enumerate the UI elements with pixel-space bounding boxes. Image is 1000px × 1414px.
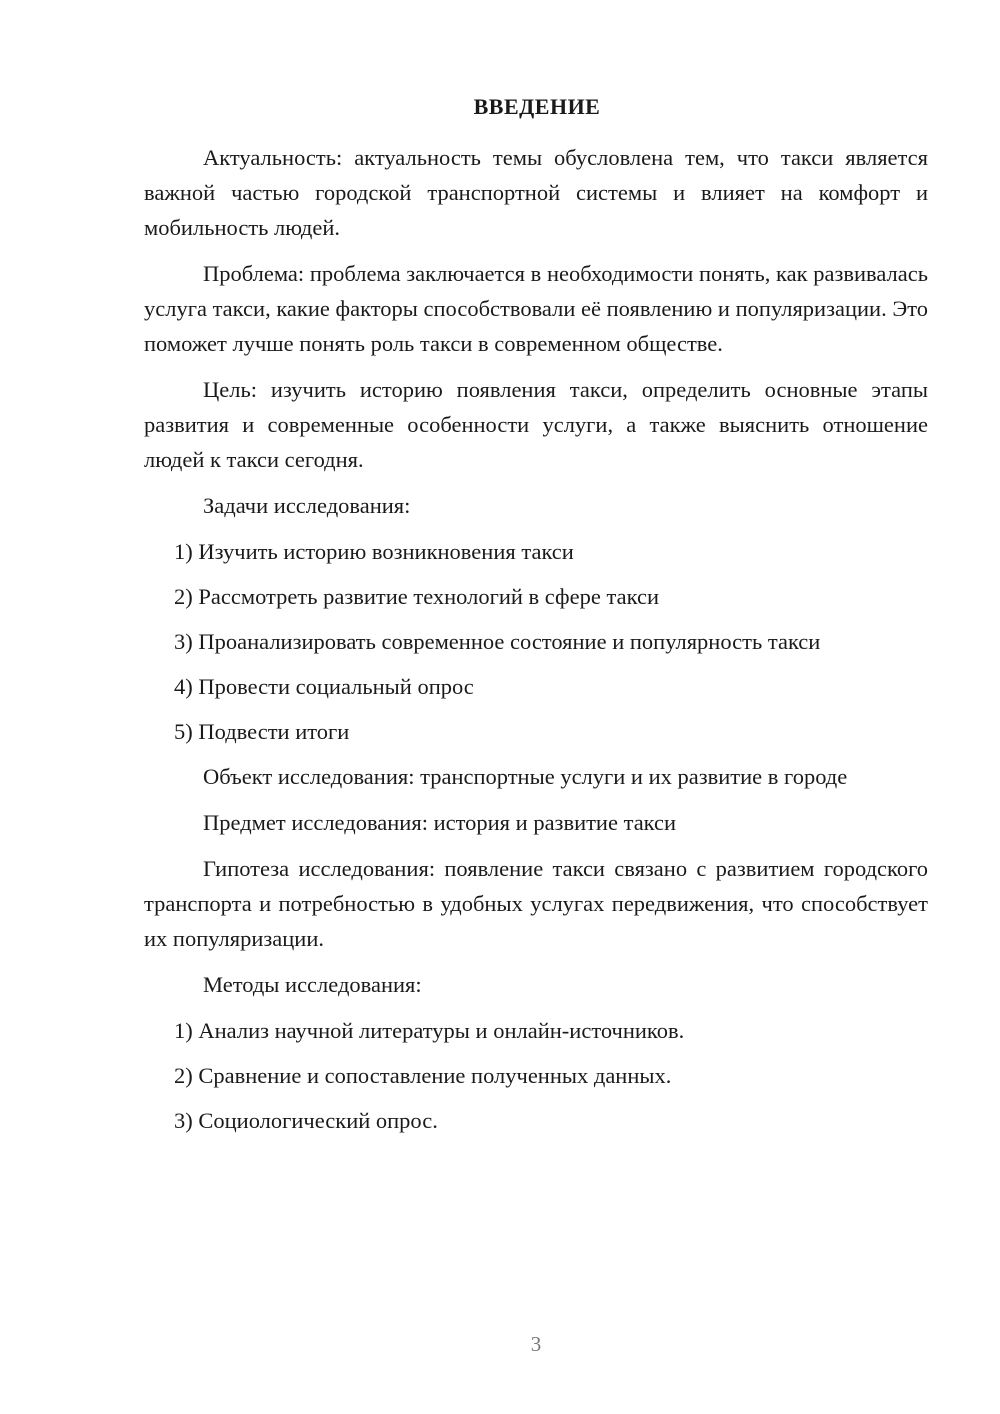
tasks-heading: Задачи исследования:: [203, 493, 411, 518]
list-item-method: 1) Анализ научной литературы и онлайн-источников.: [174, 1018, 685, 1043]
paragraph-relevance: Актуальность: актуальность темы обусловлена тем, что такси является важной частью городской транспортной системы и влияет на комфорт и мобильность людей.: [144, 145, 928, 240]
methods-heading: Методы исследования:: [203, 972, 422, 997]
list-item-method: 3) Социологический опрос.: [174, 1108, 438, 1133]
list-item-task: 2) Рассмотреть развитие технологий в сфере такси: [174, 584, 659, 609]
paragraph-goal: Цель: изучить историю появления такси, определить основные этапы развития и современные особенности услуги, а также выяснить отношение людей к такси сегодня.: [144, 377, 928, 472]
list-item-task: 4) Провести социальный опрос: [174, 674, 474, 699]
list-item-task: 3) Проанализировать современное состояние и популярность такси: [174, 629, 821, 654]
list-item-task: 1) Изучить историю возникновения такси: [174, 539, 574, 564]
page-number: 3: [530, 1332, 542, 1356]
body-text: [144, 140, 928, 1148]
paragraph-problem: Проблема: проблема заключается в необходимости понять, как развивалась услуга такси, какие факторы способствовали её появлению и популяризации. Это поможет лучше понять роль такси в современном обществе.: [144, 261, 928, 356]
list-item-method: 2) Сравнение и сопоставление полученных данных.: [174, 1063, 672, 1088]
section-heading: ВВЕДЕНИЕ: [473, 94, 601, 119]
paragraph-object: Объект исследования: транспортные услуги и их развитие в городе: [203, 764, 848, 789]
paragraph-hypothesis: Гипотеза исследования: появление такси связано с развитием городского транспорта и потребностью в удобных услугах передвижения, что способствует их популяризации.: [144, 856, 928, 951]
paragraph-subject: Предмет исследования: история и развитие такси: [203, 810, 677, 835]
list-item-task: 5) Подвести итоги: [174, 719, 350, 744]
